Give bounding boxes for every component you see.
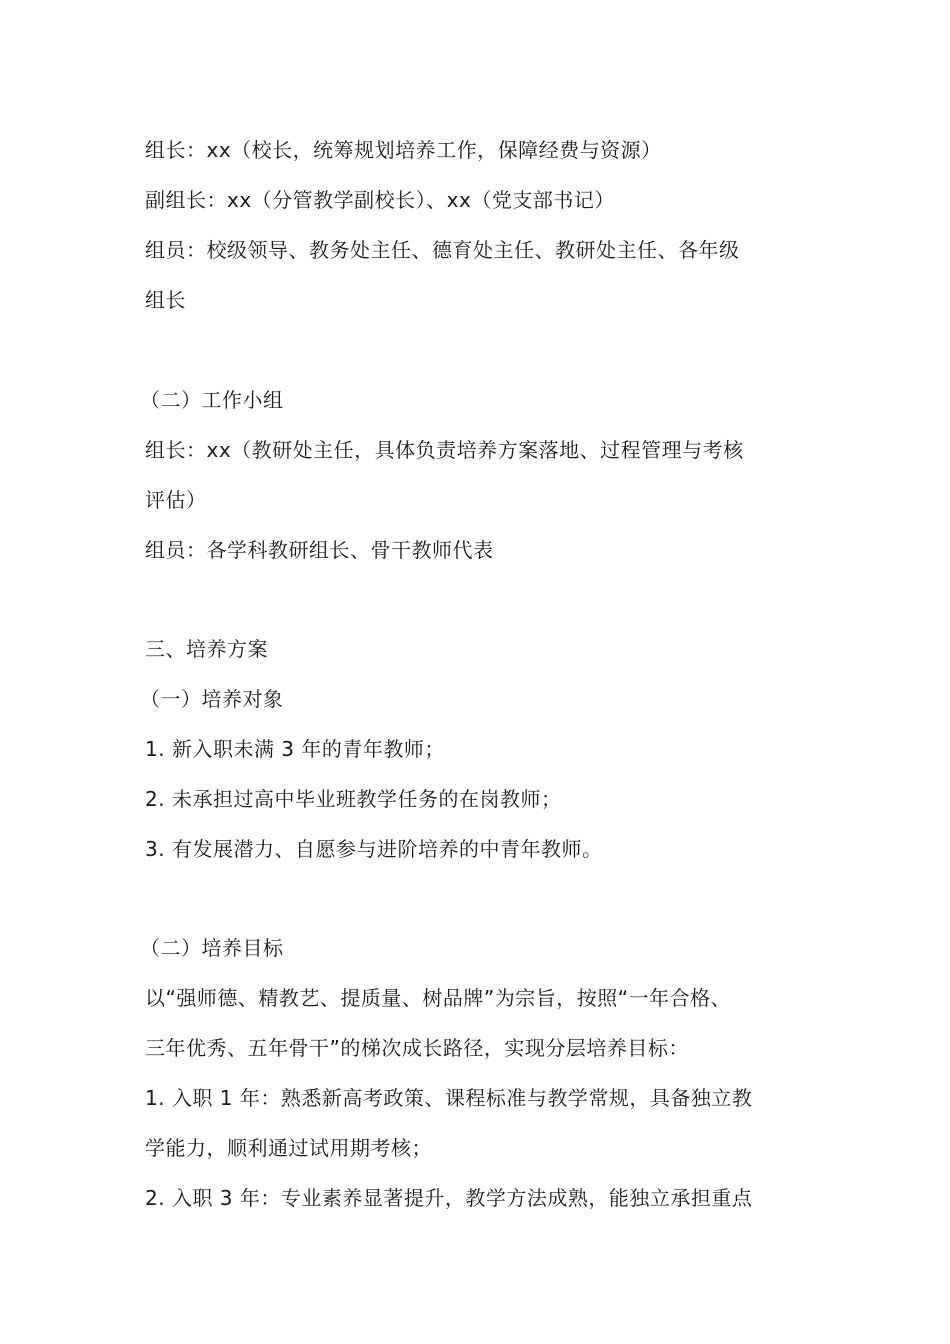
section-three-heading: 三、培养方案 <box>145 637 268 661</box>
working-group-leader-line-1: 组长：xx（教研处主任，具体负责培养方案落地、过程管理与考核 <box>145 438 744 462</box>
leader-line: 组长：xx（校长，统筹规划培养工作，保障经费与资源） <box>145 138 662 162</box>
goals-intro-line-1: 以“强师德、精教艺、提质量、树品牌”为宗旨，按照“一年合格、 <box>145 986 732 1010</box>
goal-item-2-line-1: 2. 入职 3 年：专业素养显著提升，教学方法成熟，能独立承担重点 <box>145 1186 753 1210</box>
goal-item-1-line-2: 学能力，顺利通过试用期考核； <box>145 1136 432 1160</box>
working-group-heading: （二）工作小组 <box>140 388 284 412</box>
goals-intro-line-2: 三年优秀、五年骨干”的梯次成长路径，实现分层培养目标： <box>145 1036 689 1060</box>
goal-item-1-line-1: 1. 入职 1 年：熟悉新高考政策、课程标准与教学常规，具备独立教 <box>145 1086 753 1110</box>
members-line-2: 组长 <box>145 288 186 312</box>
target-item-1: 1. 新入职未满 3 年的青年教师； <box>145 737 445 761</box>
working-group-members: 组员：各学科教研组长、骨干教师代表 <box>145 538 494 562</box>
goals-heading: （二）培养目标 <box>140 936 284 960</box>
target-item-2: 2. 未承担过高中毕业班教学任务的在岗教师； <box>145 787 562 811</box>
members-line-1: 组员：校级领导、教务处主任、德育处主任、教研处主任、各年级 <box>145 238 740 262</box>
deputy-leader-line: 副组长：xx（分管教学副校长）、xx（党支部书记） <box>145 188 615 212</box>
target-item-3: 3. 有发展潜力、自愿参与进阶培养的中青年教师。 <box>145 837 603 861</box>
working-group-leader-line-2: 评估） <box>145 488 207 512</box>
targets-heading: （一）培养对象 <box>140 687 284 711</box>
